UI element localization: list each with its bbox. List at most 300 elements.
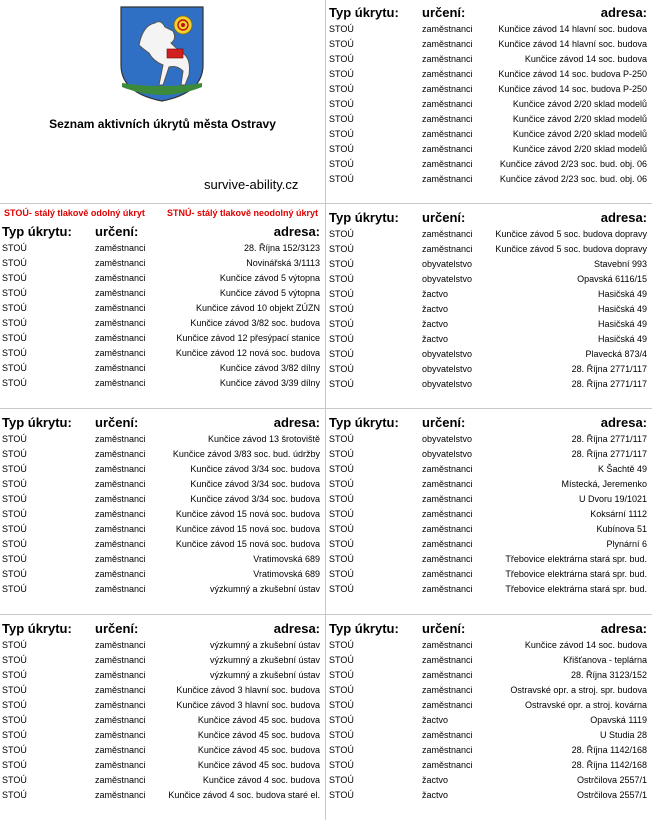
shelter-type: STOÚ	[329, 364, 354, 374]
shelter-purpose: žactvo	[422, 775, 449, 785]
shelter-type: STOÚ	[2, 554, 27, 564]
shelter-type: STOÚ	[2, 655, 27, 665]
table-row	[327, 362, 649, 377]
shelter-address: Vratimovská 689	[253, 569, 320, 579]
header-address: adresa:	[273, 621, 320, 636]
shelter-purpose: zaměstnanci	[95, 554, 146, 564]
shelter-address: Kunčice závod 14 soc. budova P-250	[498, 84, 647, 94]
shelter-address: 28. Října 1142/168	[571, 745, 647, 755]
shelter-table	[327, 3, 649, 187]
table-row	[327, 142, 649, 157]
shelter-address: Ostrčilova 2557/1	[576, 790, 647, 800]
shelter-purpose: zaměstnanci	[422, 114, 473, 124]
shelter-type: STOÚ	[329, 84, 354, 94]
shelter-type: STOÚ	[2, 449, 27, 459]
shelter-address: Ostravské opr. a stroj. kovárna	[524, 700, 647, 710]
shelter-purpose: zaměstnanci	[95, 730, 146, 740]
shelter-purpose: zaměstnanci	[422, 539, 473, 549]
shelter-type: STOÚ	[329, 479, 354, 489]
shelter-purpose: zaměstnanci	[422, 745, 473, 755]
shelter-purpose: zaměstnanci	[95, 775, 146, 785]
shelter-address: Stavební 993	[593, 259, 647, 269]
shelter-address: Třebovice elektrárna stará spr. bud.	[505, 569, 647, 579]
shelter-type: STOÚ	[2, 434, 27, 444]
table-header	[327, 208, 649, 227]
header-address: adresa:	[600, 210, 647, 225]
table-header	[327, 413, 649, 432]
shelter-type: STOÚ	[2, 670, 27, 680]
table-row	[327, 522, 649, 537]
shelter-purpose: zaměstnanci	[95, 569, 146, 579]
legend-stnu: STNÚ- stálý tlakově neodolný úkryt	[167, 208, 319, 218]
shelter-type: STOÚ	[329, 69, 354, 79]
table-header	[327, 3, 649, 22]
table-row	[327, 377, 649, 392]
shelter-address: K Šachtě 49	[597, 464, 647, 474]
shelter-type: STOÚ	[329, 114, 354, 124]
shelter-purpose: zaměstnanci	[95, 258, 146, 268]
table-row	[0, 713, 322, 728]
shelter-address: Hasičská 49	[597, 304, 647, 314]
shelter-type: STOÚ	[2, 303, 27, 313]
shelter-address: výzkumný a zkušební ústav	[209, 655, 320, 665]
shelter-address: Kunčice závod 2/20 sklad modelů	[512, 129, 647, 139]
shelter-address: Kunčice závod 12 nová soc. budova	[175, 348, 320, 358]
shelter-type: STOÚ	[2, 273, 27, 283]
shelter-address: Kunčice závod 3/34 soc. budova	[190, 494, 320, 504]
header-address: adresa:	[273, 415, 320, 430]
shelter-purpose: zaměstnanci	[95, 509, 146, 519]
shelter-address: Hasičská 49	[597, 289, 647, 299]
shelter-type: STOÚ	[329, 319, 354, 329]
table-row	[0, 668, 322, 683]
shelter-type: STOÚ	[329, 334, 354, 344]
shelter-type: STOÚ	[2, 494, 27, 504]
shelter-type: STOÚ	[2, 348, 27, 358]
table-row	[0, 507, 322, 522]
shelter-purpose: obyvatelstvo	[422, 434, 473, 444]
shelter-type: STOÚ	[329, 39, 354, 49]
shelter-address: 28. Října 2771/117	[571, 434, 647, 444]
table-row	[327, 157, 649, 172]
table-row	[0, 698, 322, 713]
table-row	[0, 683, 322, 698]
table-row	[327, 272, 649, 287]
shelter-purpose: žactvo	[422, 790, 449, 800]
shelter-purpose: zaměstnanci	[95, 700, 146, 710]
shelter-address: Vratimovská 689	[253, 554, 320, 564]
shelter-purpose: zaměstnanci	[422, 174, 473, 184]
shelter-purpose: zaměstnanci	[422, 84, 473, 94]
shelter-type: STOÚ	[2, 363, 27, 373]
shelter-type: STOÚ	[329, 685, 354, 695]
shelter-purpose: zaměstnanci	[95, 479, 146, 489]
shelter-type: STOÚ	[2, 640, 27, 650]
table-row	[327, 37, 649, 52]
divider	[326, 203, 652, 204]
shelter-type: STOÚ	[329, 640, 354, 650]
shelter-address: Kunčice závod 3 hlavní soc. budova	[176, 685, 320, 695]
shelter-type: STOÚ	[2, 685, 27, 695]
shelter-purpose: zaměstnanci	[422, 39, 473, 49]
table-row	[0, 447, 322, 462]
shelter-address: Kunčice závod 3/39 dílny	[219, 378, 320, 388]
table-row	[0, 301, 322, 316]
shelter-purpose: zaměstnanci	[95, 273, 146, 283]
shelter-purpose: zaměstnanci	[95, 303, 146, 313]
shelter-type: STOÚ	[329, 129, 354, 139]
shelter-address: Kunčice závod 45 soc. budova	[197, 730, 320, 740]
shelter-type: STOÚ	[2, 243, 27, 253]
table-row	[0, 477, 322, 492]
shelter-purpose: zaměstnanci	[95, 333, 146, 343]
shelter-type: STOÚ	[2, 258, 27, 268]
table-row	[0, 346, 322, 361]
shelter-address: Kunčice závod 5 výtopna	[219, 288, 320, 298]
header-type: Typ úkrytu:	[329, 415, 399, 430]
shelter-address: Kunčice závod 15 nová soc. budova	[175, 539, 320, 549]
shelter-purpose: žactvo	[422, 334, 449, 344]
shelter-type: STOÚ	[329, 144, 354, 154]
shelter-purpose: žactvo	[422, 289, 449, 299]
shelter-purpose: zaměstnanci	[422, 244, 473, 254]
shelter-purpose: zaměstnanci	[95, 348, 146, 358]
shelter-address: výzkumný a zkušební ústav	[209, 640, 320, 650]
shelter-purpose: žactvo	[422, 319, 449, 329]
shelter-address: 28. Října 3123/152	[570, 670, 647, 680]
shelter-type: STOÚ	[329, 229, 354, 239]
shelter-address: výzkumný a zkušební ústav	[209, 584, 320, 594]
header-type: Typ úkrytu:	[329, 210, 399, 225]
shelter-type: STOÚ	[329, 584, 354, 594]
shelter-type: STOÚ	[329, 569, 354, 579]
table-row	[0, 462, 322, 477]
table-row	[327, 582, 649, 597]
shelter-type: STOÚ	[329, 554, 354, 564]
shelter-purpose: zaměstnanci	[95, 685, 146, 695]
table-row	[0, 316, 322, 331]
shelter-purpose: zaměstnanci	[95, 288, 146, 298]
table-row	[327, 82, 649, 97]
table-row	[327, 698, 649, 713]
header-purpose: určení:	[422, 210, 466, 225]
shelter-address: Plavecká 873/4	[585, 349, 647, 359]
table-row	[0, 361, 322, 376]
shelter-purpose: obyvatelstvo	[422, 349, 473, 359]
table-row	[0, 271, 322, 286]
shelter-address: Kunčice závod 45 soc. budova	[197, 760, 320, 770]
table-row	[327, 668, 649, 683]
table-row	[327, 462, 649, 477]
shelter-type: STOÚ	[329, 244, 354, 254]
shelter-purpose: zaměstnanci	[95, 760, 146, 770]
shelter-purpose: zaměstnanci	[422, 464, 473, 474]
table-row	[327, 432, 649, 447]
shelter-type: STOÚ	[329, 730, 354, 740]
shelter-type: STOÚ	[2, 715, 27, 725]
shelter-type: STOÚ	[2, 760, 27, 770]
shelter-purpose: zaměstnanci	[422, 494, 473, 504]
shelter-type: STOÚ	[329, 379, 354, 389]
shelter-address: Kunčice závod 14 hlavní soc. budova	[498, 24, 647, 34]
table-row	[0, 653, 322, 668]
shelter-type: STOÚ	[2, 730, 27, 740]
shelter-type: STOÚ	[2, 288, 27, 298]
table-row	[327, 52, 649, 67]
shelter-purpose: zaměstnanci	[422, 760, 473, 770]
shelter-address: Koksární 1112	[590, 509, 647, 519]
shelter-type: STOÚ	[329, 464, 354, 474]
shelter-address: Kunčice závod 2/23 soc. bud. obj. 06	[499, 174, 647, 184]
header-address: adresa:	[273, 224, 320, 239]
table-row	[0, 537, 322, 552]
header-purpose: určení:	[95, 621, 139, 636]
shelter-address: Ostrčilova 2557/1	[576, 775, 647, 785]
shelter-address: Kunčice závod 3/34 soc. budova	[190, 464, 320, 474]
page-title: Seznam aktivních úkrytů města Ostravy	[49, 117, 276, 131]
shelter-type: STOÚ	[329, 304, 354, 314]
shelter-address: Kunčice závod 3 hlavní soc. budova	[176, 700, 320, 710]
table-row	[327, 347, 649, 362]
table-row	[0, 743, 322, 758]
divider	[0, 614, 652, 615]
shelter-address: Třebovice elektrárna stará spr. bud.	[505, 554, 647, 564]
shelter-address: Kunčice závod 4 soc. budova	[202, 775, 320, 785]
shelter-address: Kunčice závod 45 soc. budova	[197, 715, 320, 725]
shelter-purpose: zaměstnanci	[422, 99, 473, 109]
shelter-address: Kunčice závod 5 soc. budova dopravy	[495, 229, 647, 239]
shelter-type: STOÚ	[2, 378, 27, 388]
shelter-type: STOÚ	[2, 790, 27, 800]
shelter-type: STOÚ	[2, 700, 27, 710]
shelter-type: STOÚ	[2, 524, 27, 534]
shelter-address: Plynární 6	[606, 539, 647, 549]
header-purpose: určení:	[95, 415, 139, 430]
shelter-address: výzkumný a zkušební ústav	[209, 670, 320, 680]
header-type: Typ úkrytu:	[2, 224, 72, 239]
shelter-address: Kunčice závod 14 soc. budova	[524, 54, 647, 64]
shelter-type: STOÚ	[329, 289, 354, 299]
shelter-purpose: zaměstnanci	[95, 378, 146, 388]
shelter-type: STOÚ	[329, 274, 354, 284]
shelter-purpose: žactvo	[422, 304, 449, 314]
shelter-address: Kunčice závod 3/82 dílny	[219, 363, 320, 373]
shelter-address: Místecká, Jeremenko	[561, 479, 647, 489]
shelter-purpose: zaměstnanci	[422, 509, 473, 519]
shelter-type: STOÚ	[329, 494, 354, 504]
shelter-purpose: zaměstnanci	[95, 363, 146, 373]
shelter-purpose: zaměstnanci	[95, 790, 146, 800]
table-row	[0, 638, 322, 653]
shelter-address: Opavská 6116/15	[577, 274, 647, 284]
table-row	[327, 332, 649, 347]
shelter-address: Kunčice závod 5 výtopna	[219, 273, 320, 283]
table-row	[327, 683, 649, 698]
shelter-purpose: zaměstnanci	[95, 715, 146, 725]
shelter-purpose: zaměstnanci	[422, 159, 473, 169]
table-row	[327, 537, 649, 552]
shelter-purpose: zaměstnanci	[95, 464, 146, 474]
shelter-table	[327, 413, 649, 597]
table-header	[0, 413, 322, 432]
shelter-address: 28. Října 2771/117	[571, 379, 647, 389]
shelter-type: STOÚ	[329, 24, 354, 34]
table-row	[0, 552, 322, 567]
shelter-type: STOÚ	[2, 509, 27, 519]
shelter-address: 28. Října 1142/168	[571, 760, 647, 770]
shelter-address: U Studia 28	[599, 730, 647, 740]
shelter-address: Kunčice závod 14 soc. budova	[524, 640, 647, 650]
table-row	[327, 257, 649, 272]
shelter-type: STOÚ	[329, 159, 354, 169]
shelter-address: Kunčice závod 3/83 soc. bud. údržby	[172, 449, 320, 459]
shelter-type: STOÚ	[2, 539, 27, 549]
table-row	[327, 112, 649, 127]
table-row	[0, 256, 322, 271]
table-row	[327, 567, 649, 582]
shelter-table	[0, 619, 322, 803]
table-row	[327, 552, 649, 567]
shelter-address: Hasičská 49	[597, 334, 647, 344]
shelter-address: 28. Října 152/3123	[243, 243, 320, 253]
table-row	[327, 172, 649, 187]
header-purpose: určení:	[95, 224, 139, 239]
table-row	[327, 127, 649, 142]
shelter-address: Kunčice závod 2/23 soc. bud. obj. 06	[499, 159, 647, 169]
shelter-type: STOÚ	[329, 174, 354, 184]
shelter-address: Třebovice elektrárna stará spr. bud.	[505, 584, 647, 594]
shelter-type: STOÚ	[329, 775, 354, 785]
table-header	[327, 619, 649, 638]
shelter-type: STOÚ	[329, 349, 354, 359]
shelter-address: Ostravské opr. a stroj. spr. budova	[510, 685, 647, 695]
shelter-address: Kunčice závod 45 soc. budova	[197, 745, 320, 755]
header-address: adresa:	[600, 5, 647, 20]
shelter-address: Kunčice závod 2/20 sklad modelů	[512, 99, 647, 109]
shelter-purpose: zaměstnanci	[422, 54, 473, 64]
shelter-type: STOÚ	[329, 745, 354, 755]
shelter-purpose: zaměstnanci	[422, 129, 473, 139]
shelter-type: STOÚ	[329, 670, 354, 680]
shelter-address: Kubínova 51	[596, 524, 647, 534]
table-row	[0, 331, 322, 346]
shelter-type: STOÚ	[329, 715, 354, 725]
table-row	[0, 758, 322, 773]
shelter-type: STOÚ	[329, 524, 354, 534]
table-row	[0, 582, 322, 597]
shelter-type: STOÚ	[329, 509, 354, 519]
shelter-purpose: zaměstnanci	[422, 655, 473, 665]
table-row	[0, 773, 322, 788]
shelter-purpose: zaměstnanci	[422, 584, 473, 594]
shelter-purpose: žactvo	[422, 715, 449, 725]
shelter-purpose: zaměstnanci	[95, 494, 146, 504]
shelter-address: Kunčice závod 15 nová soc. budova	[175, 524, 320, 534]
header-type: Typ úkrytu:	[329, 621, 399, 636]
shelter-type: STOÚ	[329, 434, 354, 444]
table-row	[327, 287, 649, 302]
shelter-purpose: zaměstnanci	[422, 144, 473, 154]
table-row	[327, 317, 649, 332]
shelter-purpose: obyvatelstvo	[422, 274, 473, 284]
table-row	[327, 67, 649, 82]
shelter-purpose: zaměstnanci	[422, 700, 473, 710]
table-row	[327, 638, 649, 653]
shelter-type: STOÚ	[329, 790, 354, 800]
shelter-purpose: zaměstnanci	[95, 449, 146, 459]
shelter-address: Novinářská 3/1113	[246, 258, 320, 268]
table-row	[0, 492, 322, 507]
table-row	[327, 728, 649, 743]
shelter-purpose: zaměstnanci	[95, 318, 146, 328]
shelter-address: Kunčice závod 5 soc. budova dopravy	[495, 244, 647, 254]
table-row	[327, 242, 649, 257]
shelter-table	[327, 208, 649, 392]
shelter-table	[0, 222, 322, 391]
shelter-table	[327, 619, 649, 803]
table-row	[327, 788, 649, 803]
shelter-purpose: zaměstnanci	[95, 539, 146, 549]
table-header	[0, 619, 322, 638]
shelter-purpose: zaměstnanci	[422, 524, 473, 534]
shelter-purpose: zaměstnanci	[95, 670, 146, 680]
legend-stou: STOÚ- stálý tlakově odolný úkryt	[4, 208, 145, 218]
header-purpose: určení:	[422, 621, 466, 636]
shelter-address: Křišťanova - teplárna	[563, 655, 647, 665]
shelter-purpose: zaměstnanci	[95, 655, 146, 665]
header-purpose: určení:	[422, 5, 466, 20]
table-row	[327, 653, 649, 668]
shelter-address: U Dvoru 19/1021	[578, 494, 647, 504]
table-row	[327, 773, 649, 788]
header-type: Typ úkrytu:	[329, 5, 399, 20]
shelter-purpose: zaměstnanci	[422, 24, 473, 34]
shelter-address: Kunčice závod 2/20 sklad modelů	[512, 114, 647, 124]
shelter-address: Kunčice závod 13 šrotoviště	[207, 434, 320, 444]
shelter-type: STOÚ	[329, 99, 354, 109]
shelter-address: Kunčice závod 14 hlavní soc. budova	[498, 39, 647, 49]
shelter-address: Opavská 1119	[590, 715, 647, 725]
site-url: survive-ability.cz	[204, 177, 299, 192]
table-row	[0, 286, 322, 301]
header-address: adresa:	[600, 621, 647, 636]
table-row	[0, 241, 322, 256]
shelter-type: STOÚ	[2, 318, 27, 328]
shelter-address: Kunčice závod 2/20 sklad modelů	[512, 144, 647, 154]
shelter-purpose: zaměstnanci	[422, 730, 473, 740]
shelter-type: STOÚ	[329, 760, 354, 770]
table-row	[0, 788, 322, 803]
table-row	[0, 567, 322, 582]
shelter-address: Kunčice závod 10 objekt ZÚZN	[195, 303, 320, 313]
shelter-type: STOÚ	[2, 464, 27, 474]
shelter-purpose: zaměstnanci	[422, 685, 473, 695]
header-address: adresa:	[600, 415, 647, 430]
shelter-address: 28. Října 2771/117	[571, 364, 647, 374]
shelter-purpose: zaměstnanci	[422, 479, 473, 489]
shelter-address: Kunčice závod 3/34 soc. budova	[190, 479, 320, 489]
table-row	[327, 492, 649, 507]
shelter-type: STOÚ	[329, 449, 354, 459]
shelter-purpose: zaměstnanci	[95, 243, 146, 253]
shelter-address: Kunčice závod 15 nová soc. budova	[175, 509, 320, 519]
shelter-purpose: zaměstnanci	[95, 745, 146, 755]
table-row	[327, 743, 649, 758]
shelter-purpose: obyvatelstvo	[422, 449, 473, 459]
shelter-purpose: zaměstnanci	[95, 434, 146, 444]
shelter-purpose: zaměstnanci	[422, 69, 473, 79]
table-row	[327, 22, 649, 37]
